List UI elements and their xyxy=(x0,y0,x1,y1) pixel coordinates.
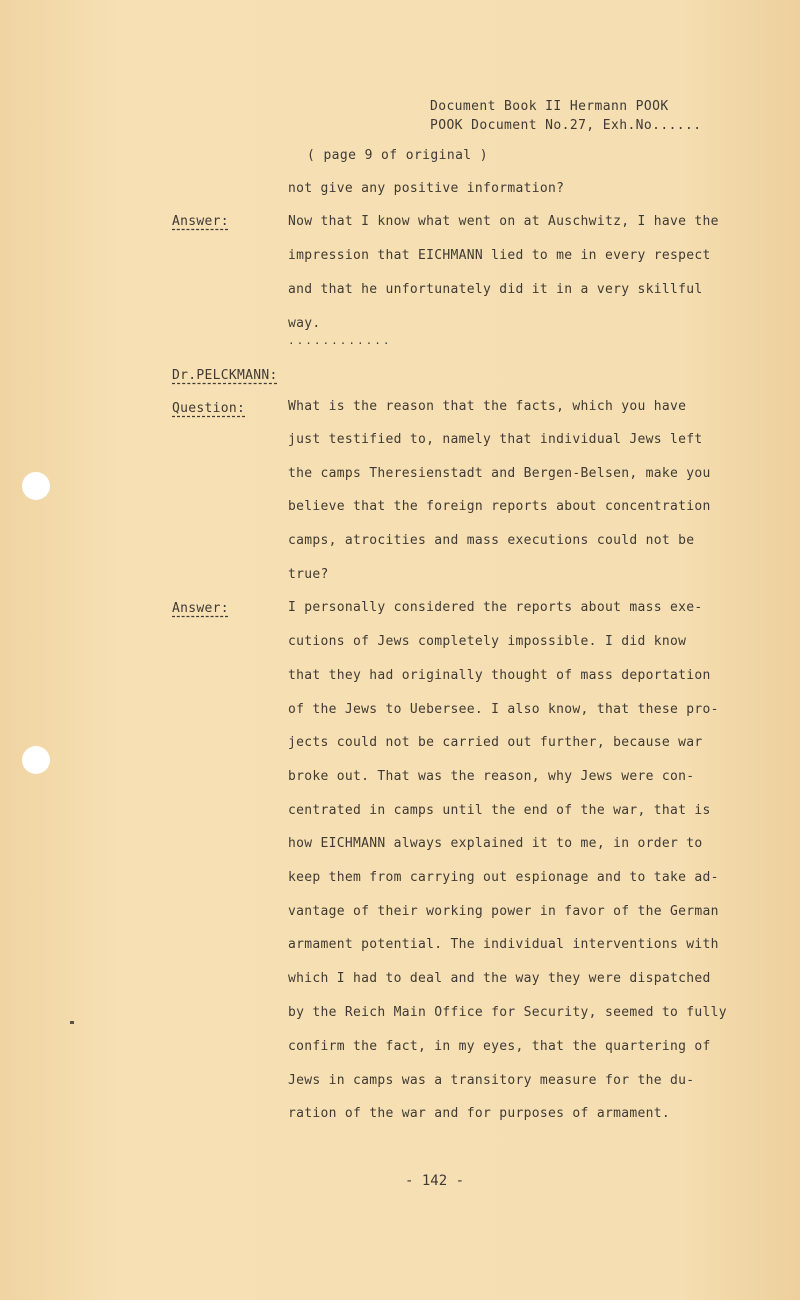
answer-line: Now that I know what went on at Auschwitz, I have the xyxy=(288,214,719,229)
answer-line: vantage of their working power in favor of the German xyxy=(288,904,719,919)
speaker-label: Dr.PELCKMANN: xyxy=(172,368,278,383)
question-line: true? xyxy=(288,567,329,582)
answer-line: by the Reich Main Office for Security, seemed to fully xyxy=(288,1005,727,1020)
question-label: Question: xyxy=(172,401,246,416)
answer-line: armament potential. The individual interventions with xyxy=(288,937,719,952)
question-line: just testified to, namely that individual Jews left xyxy=(288,432,703,447)
answer-line: cutions of Jews completely impossible. I did know xyxy=(288,634,687,649)
page-number: - 142 - xyxy=(405,1173,465,1189)
answer-line: centrated in camps until the end of the war, that is xyxy=(288,803,711,818)
document-header-line-1: Document Book II Hermann POOK xyxy=(430,99,669,114)
answer-label: Answer: xyxy=(172,601,229,616)
answer-line: that they had originally thought of mass deportation xyxy=(288,668,711,683)
document-header-line-2: POOK Document No.27, Exh.No...... xyxy=(430,118,702,133)
answer-line: way. xyxy=(288,316,321,331)
punch-hole xyxy=(22,746,50,774)
answer-line: keep them from carrying out espionage and to take ad- xyxy=(288,870,719,885)
answer-line: ration of the war and for purposes of armament. xyxy=(288,1106,670,1121)
answer-line: I personally considered the reports about mass exe- xyxy=(288,600,703,615)
answer-line: of the Jews to Uebersee. I also know, that these pro- xyxy=(288,702,719,717)
answer-line: impression that EICHMANN lied to me in every respect xyxy=(288,248,711,263)
question-line: believe that the foreign reports about concentration xyxy=(288,499,711,514)
answer-line: broke out. That was the reason, why Jews were con- xyxy=(288,769,695,784)
answer-line: confirm the fact, in my eyes, that the quartering of xyxy=(288,1039,711,1054)
question-line: What is the reason that the facts, which you have xyxy=(288,399,687,414)
answer-line: and that he unfortunately did it in a very skillful xyxy=(288,282,703,297)
question-continuation: not give any positive information? xyxy=(288,181,565,196)
original-page-reference: ( page 9 of original ) xyxy=(307,148,488,163)
ink-speck xyxy=(70,1021,74,1024)
answer-line: jects could not be carried out further, because war xyxy=(288,735,703,750)
answer-label: Answer: xyxy=(172,214,229,229)
question-line: the camps Theresienstadt and Bergen-Belsen, make you xyxy=(288,466,711,481)
answer-line: which I had to deal and the way they were dispatched xyxy=(288,971,711,986)
question-line: camps, atrocities and mass executions could not be xyxy=(288,533,695,548)
answer-line: how EICHMANN always explained it to me, in order to xyxy=(288,836,703,851)
answer-line: Jews in camps was a transitory measure for the du- xyxy=(288,1073,695,1088)
dotted-separator: ............ xyxy=(288,334,392,347)
punch-hole xyxy=(22,472,50,500)
